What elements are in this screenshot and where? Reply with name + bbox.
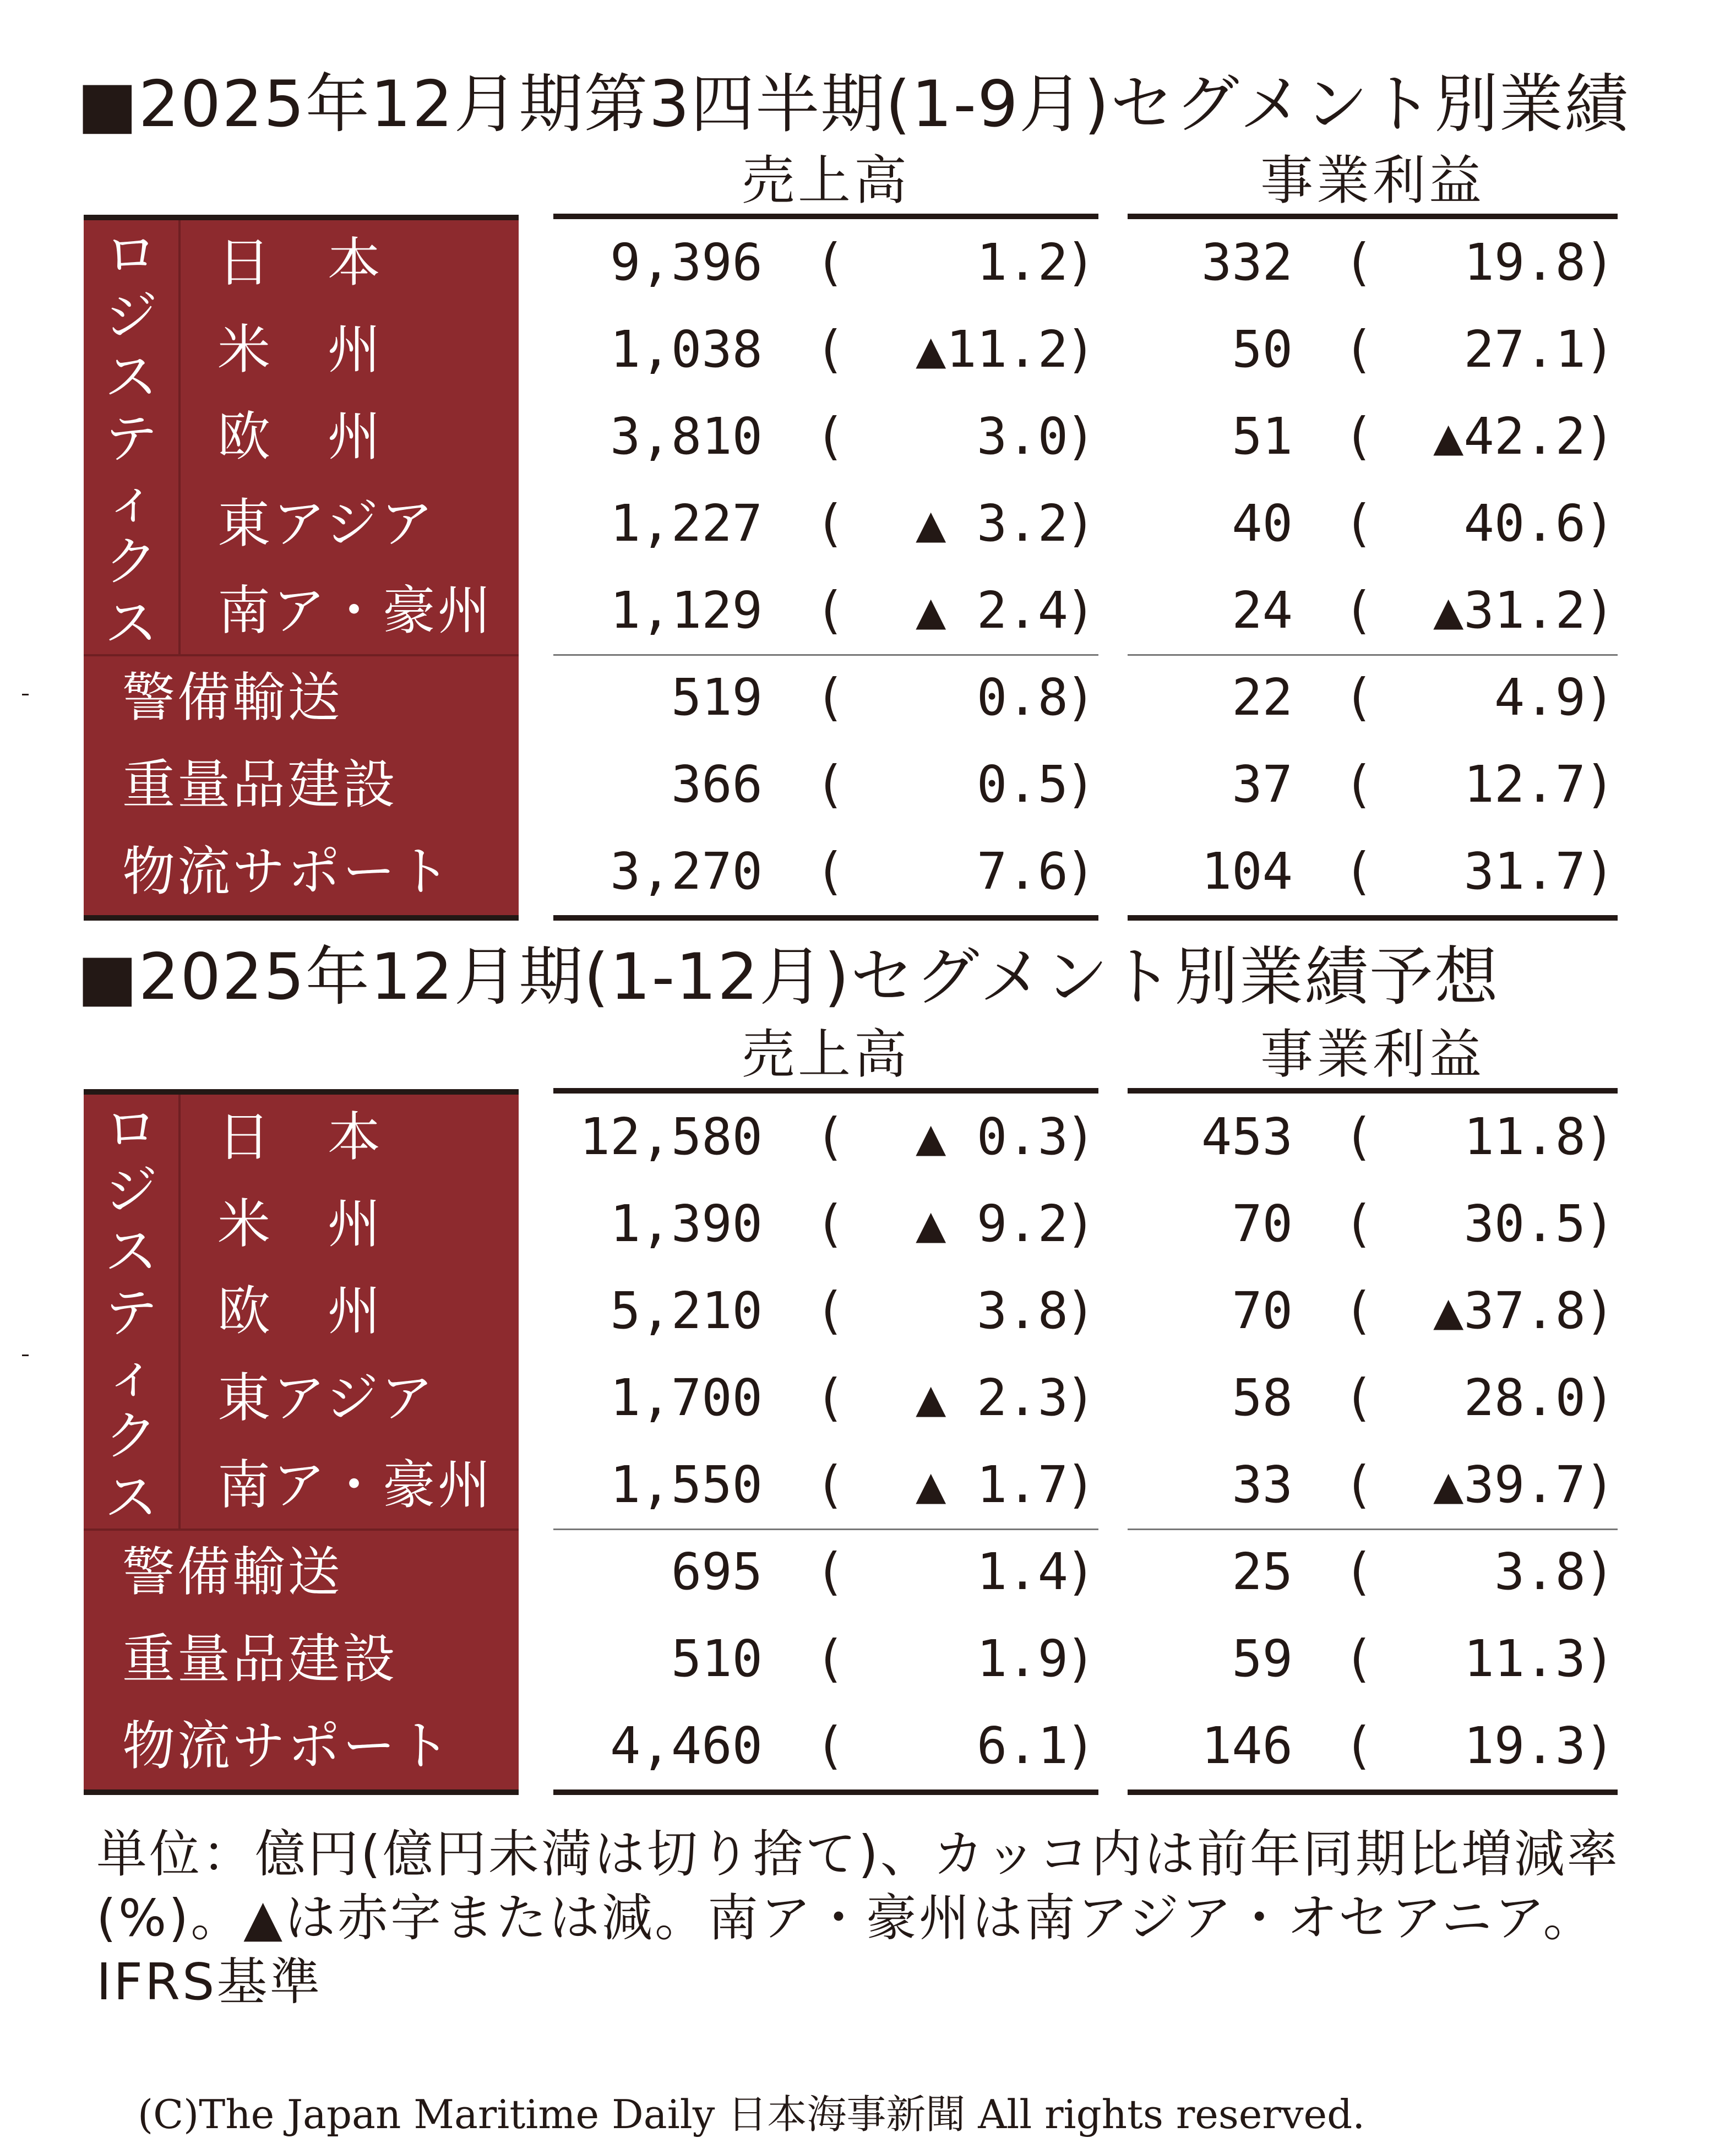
sales-paren-close: ) [1065, 407, 1096, 466]
table-title: ■2025年12月期(1-12月)セグメント別業績予想 [77, 940, 1500, 1014]
sales-change-pct: 3.0 [976, 407, 1068, 466]
logistics-group-char: ィ [105, 1343, 157, 1406]
profit-paren-open: ( [1343, 320, 1374, 379]
profit-paren-close: ) [1585, 755, 1615, 814]
profit-value: 70 [1232, 1281, 1293, 1340]
sales-paren-open: ( [815, 233, 846, 292]
profit-paren-open: ( [1343, 755, 1374, 814]
profit-change-pct: 27.1 [1463, 320, 1586, 379]
sales-value: 1,038 [610, 320, 763, 379]
profit-value: 51 [1232, 407, 1293, 466]
profit-column-header: 事業利益 [1260, 1024, 1485, 1085]
segment-label: 日 本 [217, 1106, 383, 1168]
profit-value: 37 [1232, 755, 1293, 814]
profit-paren-close: ) [1585, 1368, 1615, 1427]
segment-label: 南ア・豪州 [217, 580, 493, 641]
sales-value: 1,550 [610, 1455, 763, 1514]
profit-paren-open: ( [1343, 494, 1374, 553]
profit-top-rule [1128, 214, 1618, 219]
profit-paren-close: ) [1585, 1107, 1615, 1166]
profit-change-pct: 19.8 [1463, 233, 1586, 292]
margin-tick [22, 694, 29, 695]
sales-bottom-rule [553, 1789, 1098, 1795]
sales-paren-close: ) [1065, 1194, 1096, 1253]
profit-change-pct: 4.9 [1494, 668, 1586, 727]
logistics-group-char: ス [105, 592, 157, 654]
sales-paren-close: ) [1065, 1107, 1096, 1166]
sales-paren-open: ( [815, 1368, 846, 1427]
sales-change-pct: ▲ 1.7 [916, 1455, 1068, 1514]
profit-value: 59 [1232, 1629, 1293, 1688]
sales-change-pct: 0.5 [976, 755, 1068, 814]
profit-bottom-rule [1128, 1789, 1618, 1795]
segment-label: 米 州 [217, 1193, 383, 1255]
profit-value: 40 [1232, 494, 1293, 553]
sales-paren-close: ) [1065, 1455, 1096, 1514]
segment-label: 物流サポート [122, 1715, 453, 1777]
sales-top-rule [553, 214, 1098, 219]
logistics-group-char: ィ [105, 469, 157, 531]
sales-value: 1,390 [610, 1194, 763, 1253]
profit-paren-open: ( [1343, 1716, 1374, 1775]
profit-change-pct: 3.8 [1494, 1542, 1586, 1601]
sales-value: 3,270 [610, 842, 763, 901]
profit-value: 22 [1232, 668, 1293, 727]
profit-value: 70 [1232, 1194, 1293, 1253]
profit-value: 33 [1232, 1455, 1293, 1514]
logistics-group-char: ロ [105, 224, 157, 285]
sales-paren-close: ) [1065, 1281, 1096, 1340]
unit-note: 単位：億円(億円未満は切り捨て)、カッコ内は前年同期比増減率(%)。▲は赤字または減。南ア・豪州は南アジア・オセアニア。IFRS基準 [96, 1825, 1620, 2011]
sales-paren-open: ( [815, 581, 846, 640]
segment-label: 欧 州 [217, 1280, 383, 1342]
sales-paren-close: ) [1065, 320, 1096, 379]
profit-value: 332 [1201, 233, 1293, 292]
sales-change-pct: 6.1 [976, 1716, 1068, 1775]
logistics-group-char: ジ [105, 285, 157, 347]
logistics-group-char: ス [105, 1221, 157, 1283]
logistics-group-label [84, 224, 178, 654]
sales-bottom-rule [553, 915, 1098, 921]
profit-change-pct: 11.3 [1463, 1629, 1586, 1688]
margin-tick [22, 1355, 29, 1356]
segment-label: 欧 州 [217, 406, 383, 467]
sales-change-pct: ▲ 9.2 [916, 1194, 1068, 1253]
sales-paren-open: ( [815, 842, 846, 901]
profit-paren-open: ( [1343, 668, 1374, 727]
logistics-divider-vertical [178, 220, 181, 655]
profit-change-pct: 40.6 [1463, 494, 1586, 553]
segment-label: 物流サポート [122, 841, 453, 902]
profit-paren-close: ) [1585, 1716, 1615, 1775]
sales-paren-close: ) [1065, 842, 1096, 901]
sales-change-pct: ▲ 3.2 [916, 494, 1068, 553]
sales-change-pct: 0.8 [976, 668, 1068, 727]
profit-paren-open: ( [1343, 1455, 1374, 1514]
profit-paren-close: ) [1585, 1455, 1615, 1514]
sales-paren-open: ( [815, 1629, 846, 1688]
profit-bottom-rule [1128, 915, 1618, 921]
logistics-group-char: ス [105, 1466, 157, 1529]
profit-value: 50 [1232, 320, 1293, 379]
profit-change-pct: 31.7 [1463, 842, 1586, 901]
profit-change-pct: ▲42.2 [1433, 407, 1586, 466]
sales-paren-close: ) [1065, 668, 1096, 727]
sales-paren-close: ) [1065, 1542, 1096, 1601]
segment-label: 重量品建設 [122, 1628, 398, 1690]
profit-paren-open: ( [1343, 1281, 1374, 1340]
sales-value: 695 [671, 1542, 763, 1601]
sales-paren-close: ) [1065, 755, 1096, 814]
sales-paren-open: ( [815, 1107, 846, 1166]
sales-value: 1,700 [610, 1368, 763, 1427]
sales-paren-close: ) [1065, 494, 1096, 553]
profit-paren-open: ( [1343, 1542, 1374, 1601]
profit-value: 453 [1201, 1107, 1293, 1166]
sales-paren-open: ( [815, 1542, 846, 1601]
sales-paren-open: ( [815, 1194, 846, 1253]
profit-paren-close: ) [1585, 494, 1615, 553]
profit-paren-close: ) [1585, 581, 1615, 640]
sales-value: 12,580 [579, 1107, 763, 1166]
copyright-line: (C)The Japan Maritime Daily 日本海事新聞 All rights reserved. [138, 2091, 1365, 2137]
profit-value: 24 [1232, 581, 1293, 640]
sales-change-pct: 1.9 [976, 1629, 1068, 1688]
sales-change-pct: ▲ 0.3 [916, 1107, 1068, 1166]
sales-paren-open: ( [815, 1716, 846, 1775]
sales-change-pct: 1.4 [976, 1542, 1068, 1601]
profit-change-pct: 30.5 [1463, 1194, 1586, 1253]
segment-label: 東アジア [217, 1367, 436, 1429]
profit-change-pct: 12.7 [1463, 755, 1586, 814]
logistics-group-char: ク [105, 531, 157, 593]
profit-value: 104 [1201, 842, 1293, 901]
sales-value: 519 [671, 668, 763, 727]
profit-paren-close: ) [1585, 1194, 1615, 1253]
sales-paren-open: ( [815, 1281, 846, 1340]
profit-paren-open: ( [1343, 581, 1374, 640]
logistics-group-char: ス [105, 346, 157, 409]
sales-value: 1,227 [610, 494, 763, 553]
sales-value: 5,210 [610, 1281, 763, 1340]
profit-column-header: 事業利益 [1260, 150, 1485, 211]
profit-paren-close: ) [1585, 1281, 1615, 1340]
sales-paren-open: ( [815, 494, 846, 553]
sales-change-pct: 7.6 [976, 842, 1068, 901]
segment-label: 警備輸送 [122, 1541, 342, 1603]
profit-paren-close: ) [1585, 407, 1615, 466]
profit-change-pct: ▲39.7 [1433, 1455, 1586, 1514]
profit-top-rule [1128, 1088, 1618, 1094]
profit-change-pct: 28.0 [1463, 1368, 1586, 1427]
profit-value: 25 [1232, 1542, 1293, 1601]
logistics-group-char: テ [105, 1282, 157, 1344]
profit-paren-open: ( [1343, 1368, 1374, 1427]
logistics-group-char: ロ [105, 1098, 157, 1160]
profit-change-pct: ▲37.8 [1433, 1281, 1586, 1340]
profit-paren-close: ) [1585, 233, 1615, 292]
sales-paren-open: ( [815, 755, 846, 814]
logistics-divider-vertical [178, 1095, 181, 1530]
sales-column-header: 売上高 [742, 150, 910, 211]
profit-paren-open: ( [1343, 233, 1374, 292]
sales-value: 510 [671, 1629, 763, 1688]
sales-paren-open: ( [815, 407, 846, 466]
label-block-bottom-rule [84, 1789, 519, 1795]
label-block-bottom-rule [84, 915, 519, 921]
logistics-group-label [84, 1098, 178, 1529]
profit-change-pct: 11.8 [1463, 1107, 1586, 1166]
sales-paren-close: ) [1065, 233, 1096, 292]
profit-change-pct: ▲31.2 [1433, 581, 1586, 640]
sales-value: 9,396 [610, 233, 763, 292]
sales-value: 1,129 [610, 581, 763, 640]
sales-paren-open: ( [815, 668, 846, 727]
segment-label: 南ア・豪州 [217, 1454, 493, 1516]
sales-value: 4,460 [610, 1716, 763, 1775]
segment-label: 警備輸送 [122, 667, 342, 728]
profit-paren-open: ( [1343, 842, 1374, 901]
segment-label: 東アジア [217, 493, 436, 554]
sales-change-pct: ▲ 2.3 [916, 1368, 1068, 1427]
logistics-group-char: テ [105, 407, 157, 470]
logistics-group-char: ジ [105, 1159, 157, 1221]
profit-paren-close: ) [1585, 668, 1615, 727]
profit-paren-open: ( [1343, 407, 1374, 466]
profit-paren-open: ( [1343, 1629, 1374, 1688]
sales-value: 366 [671, 755, 763, 814]
profit-paren-close: ) [1585, 1542, 1615, 1601]
profit-paren-open: ( [1343, 1194, 1374, 1253]
logistics-group-char: ク [105, 1405, 157, 1467]
sales-column-header: 売上高 [742, 1024, 910, 1085]
profit-paren-close: ) [1585, 320, 1615, 379]
sales-change-pct: ▲11.2 [916, 320, 1068, 379]
sales-paren-close: ) [1065, 1629, 1096, 1688]
sales-paren-open: ( [815, 1455, 846, 1514]
profit-paren-close: ) [1585, 842, 1615, 901]
sales-change-pct: 1.2 [976, 233, 1068, 292]
sales-paren-close: ) [1065, 1716, 1096, 1775]
sales-top-rule [553, 1088, 1098, 1094]
sales-change-pct: ▲ 2.4 [916, 581, 1068, 640]
sales-change-pct: 3.8 [976, 1281, 1068, 1340]
segment-label: 米 州 [217, 319, 383, 380]
sales-value: 3,810 [610, 407, 763, 466]
profit-paren-close: ) [1585, 1629, 1615, 1688]
profit-value: 146 [1201, 1716, 1293, 1775]
profit-value: 58 [1232, 1368, 1293, 1427]
segment-label: 日 本 [217, 232, 383, 293]
segment-label: 重量品建設 [122, 754, 398, 815]
table-title: ■2025年12月期第3四半期(1-9月)セグメント別業績 [77, 67, 1630, 142]
sales-paren-close: ) [1065, 1368, 1096, 1427]
sales-paren-open: ( [815, 320, 846, 379]
sales-paren-close: ) [1065, 581, 1096, 640]
profit-change-pct: 19.3 [1463, 1716, 1586, 1775]
profit-paren-open: ( [1343, 1107, 1374, 1166]
